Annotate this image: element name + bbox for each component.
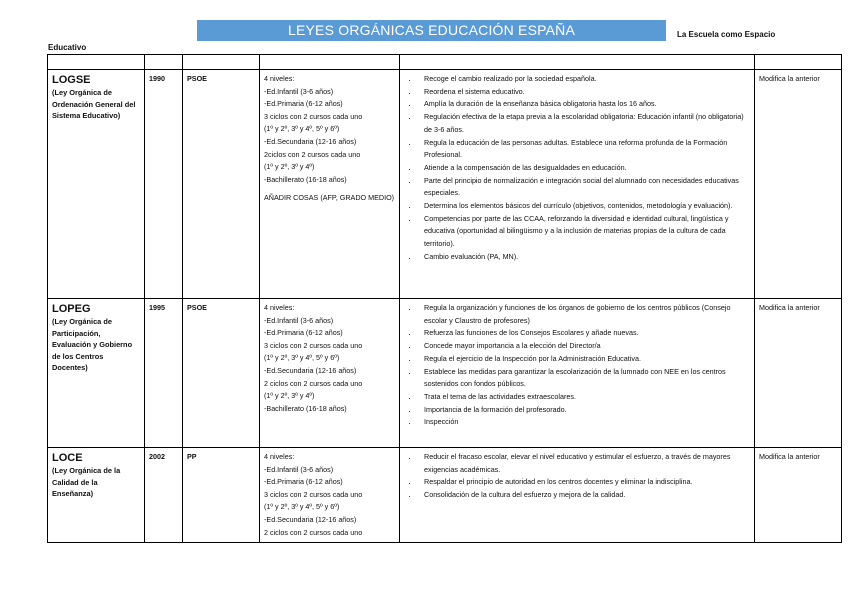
law-code: LOGSE <box>52 74 91 86</box>
law-full-name: (Ley Orgánica de Ordenación General del Sistema Educativo) <box>52 88 136 120</box>
law-year: 1990 <box>145 70 183 299</box>
list-item: • Establece las medidas para garantizar la escolarización de la lumnado con NEE en los centros sostenidos con fondos públicos. <box>418 366 750 391</box>
list-item: • Consolidación de la cultura del esfuerzo y mejora de la calidad. <box>418 489 750 502</box>
document-title: LEYES ORGÁNICAS EDUCACIÓN ESPAÑA <box>197 20 666 41</box>
list-item: • Trata el tema de las actividades extraescolares. <box>418 391 750 404</box>
header-cell <box>183 55 260 70</box>
table-row <box>48 448 842 543</box>
law-levels: 4 niveles: -Ed.Infantil (3-6 años) -Ed.Primaria (6-12 años) 3 ciclos con 2 cursos cada uno (1º y 2º, 3º y 4º, 5º y 6º) -Ed.Secundaria (12-16 años) 2 ciclos con 2 cursos cada uno <box>264 452 363 537</box>
law-levels-cell <box>260 299 400 448</box>
law-party: PSOE <box>183 299 260 448</box>
header-cell <box>400 55 755 70</box>
law-full-name: (Ley Orgánica de Participación, Evaluación y Gobierno de los Centros Docentes) <box>52 317 133 372</box>
list-item: • Amplía la duración de la enseñanza básica obligatoria hasta los 16 años. <box>418 98 750 111</box>
list-item: • Regula la educación de las personas adultas. Establece una reforma profunda de la Formación Profesional. <box>418 137 750 162</box>
list-item: • Inspección <box>418 416 750 429</box>
header-cell <box>145 55 183 70</box>
law-party: PP <box>183 448 260 543</box>
law-name-cell <box>48 299 145 448</box>
features-list <box>404 302 750 429</box>
list-item: • Reordena el sistema educativo. <box>418 86 750 99</box>
list-item: • Refuerza las funciones de los Consejos Escolares y añade nuevas. <box>418 327 750 340</box>
law-features-cell <box>400 299 755 448</box>
law-features-cell <box>400 448 755 543</box>
laws-table <box>47 54 842 543</box>
law-name-cell <box>48 448 145 543</box>
law-code: LOCE <box>52 452 83 464</box>
list-item: • Importancia de la formación del profesorado. <box>418 404 750 417</box>
list-item: • Regulación efectiva de la etapa previa a la escolaridad obligatoria: Educación infantil (no obligatoria) de 3-6 años. <box>418 111 750 136</box>
law-effect: Modifica la anterior <box>755 448 842 543</box>
list-item: • Regula el ejercicio de la Inspección por la Administración Educativa. <box>418 353 750 366</box>
table-row <box>48 299 842 448</box>
law-levels: 4 niveles: -Ed.Infantil (3-6 años) -Ed.Primaria (6-12 años) 3 ciclos con 2 cursos cada uno (1º y 2º, 3º y 4º, 5º y 6º) -Ed.Secundaria (12-16 años) 2ciclos con 2 cursos cada uno (1º y 2º, 3º y 4º) -Bachillerato (16-18 años) <box>264 74 363 184</box>
list-item: • Recoge el cambio realizado por la sociedad española. <box>418 73 750 86</box>
law-code: LOPEG <box>52 303 91 315</box>
table-row <box>48 70 842 299</box>
list-item: • Regula la organización y funciones de los órganos de gobierno de los centros públicos (Consejo escolar y Claustro de profesores) <box>418 302 750 327</box>
law-name-cell <box>48 70 145 299</box>
list-item: • Respaldar el principio de autoridad en los centros docentes y eliminar la indisciplina. <box>418 476 750 489</box>
list-item: • Determina los elementos básicos del currículo (objetivos, contenidos, metodología y evaluación). <box>418 200 750 213</box>
side-note: La Escuela como Espacio <box>677 30 776 39</box>
list-item: • Cambio evaluación (PA, MN). <box>418 251 750 264</box>
law-extra-note: AÑADIR COSAS (AFP, GRADO MEDIO) <box>264 193 395 203</box>
law-year: 2002 <box>145 448 183 543</box>
header-cell <box>48 55 145 70</box>
law-effect: Modifica la anterior <box>755 70 842 299</box>
law-levels-cell <box>260 70 400 299</box>
features-list <box>404 451 750 502</box>
header-cell <box>260 55 400 70</box>
features-list <box>404 73 750 264</box>
law-levels-cell <box>260 448 400 543</box>
list-item: • Atiende a la compensación de las desigualdades en educación. <box>418 162 750 175</box>
law-full-name: (Ley Orgánica de la Calidad de la Enseñanza) <box>52 466 121 498</box>
list-item: • Reducir el fracaso escolar, elevar el nivel educativo y estimular el esfuerzo, a través de mayores exigencias académicas. <box>418 451 750 476</box>
list-item: • Parte del principio de normalización e integración social del alumnado con necesidades educativas especiales. <box>418 175 750 200</box>
header-row <box>48 55 842 70</box>
header-cell <box>755 55 842 70</box>
law-year: 1995 <box>145 299 183 448</box>
list-item: • Competencias por parte de las CCAA, reforzando la diversidad e identidad cultural, lingüística y educativa (oportunidad al bilingüismo y a la inclusión de materias propias de la cultura de cada territorio). <box>418 213 750 251</box>
law-party: PSOE <box>183 70 260 299</box>
list-item: • Concede mayor importancia a la elección del Director/a <box>418 340 750 353</box>
law-effect: Modifica la anterior <box>755 299 842 448</box>
law-levels: 4 niveles: -Ed.Infantil (3-6 años) -Ed.Primaria (6-12 años) 3 ciclos con 2 cursos cada uno (1º y 2º, 3º y 4º, 5º y 6º) -Ed.Secundaria (12-16 años) 2 ciclos con 2 cursos cada uno (1º y 2º, 3º y 4º) -Bachillerato (16-18 años) <box>264 303 363 413</box>
law-features-cell <box>400 70 755 299</box>
side-note-continuation: Educativo <box>48 43 87 52</box>
